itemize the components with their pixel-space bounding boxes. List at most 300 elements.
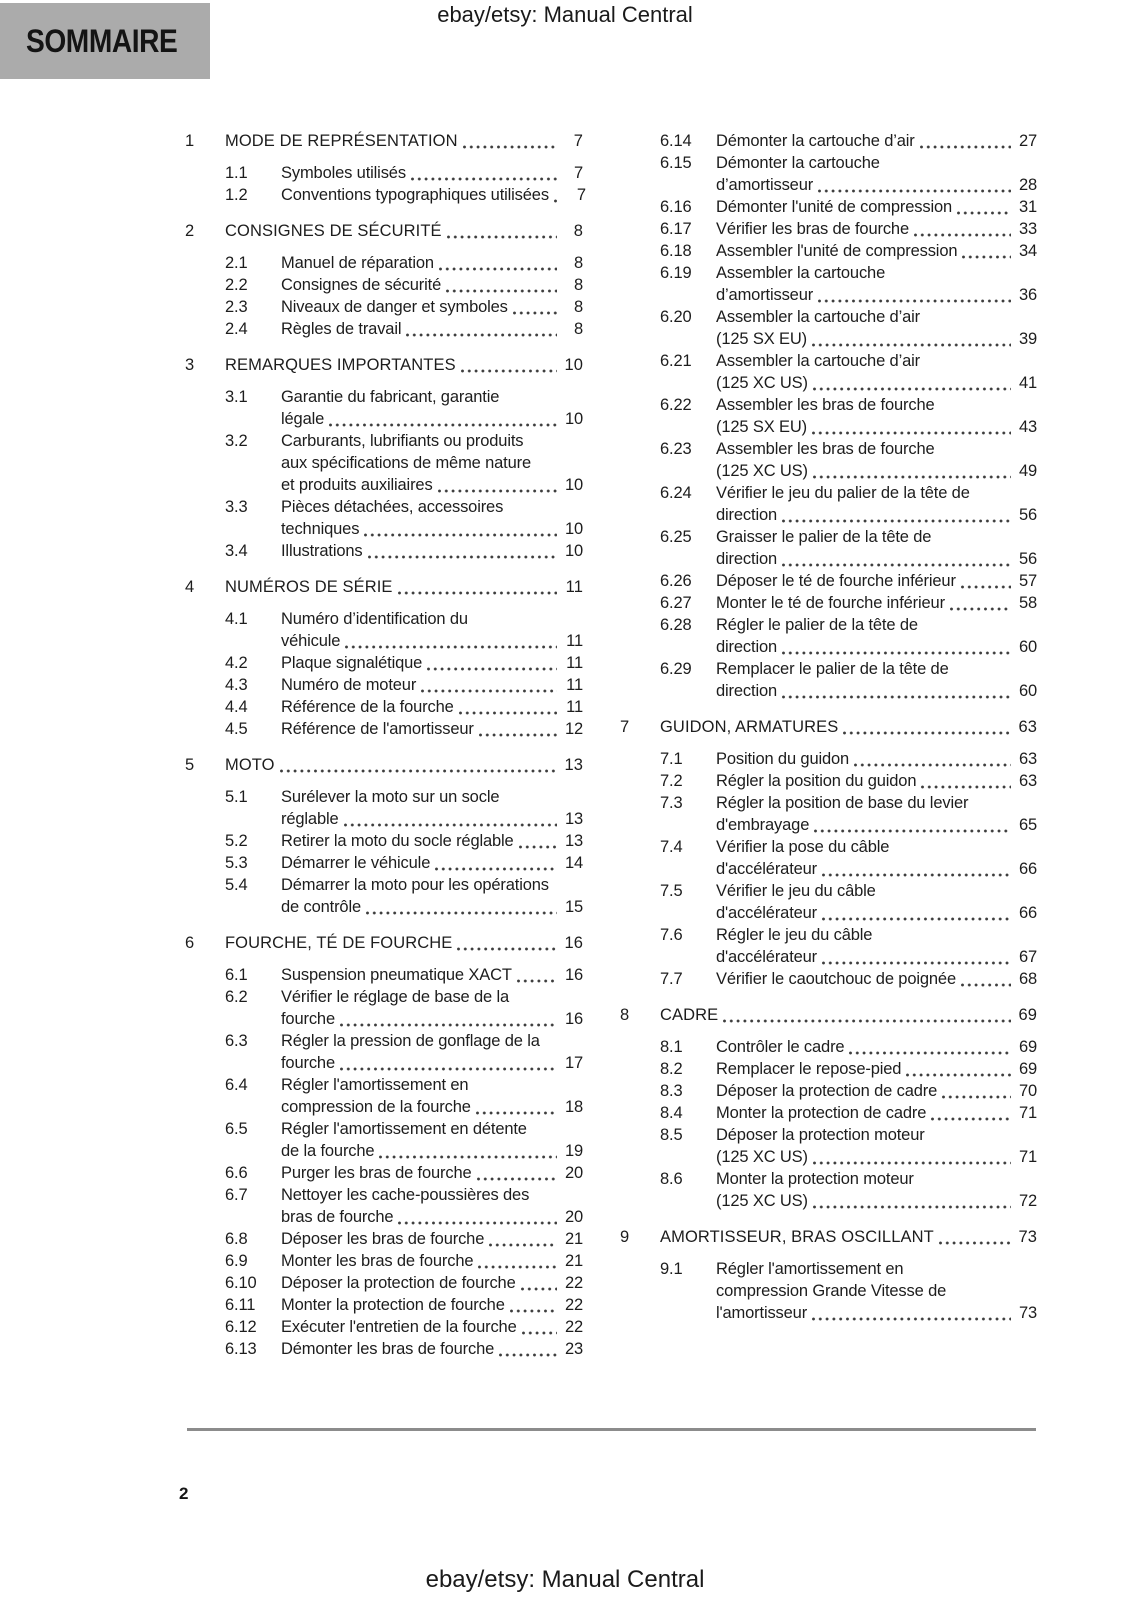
dot-leader xyxy=(479,733,557,737)
toc-entry-page: 22 xyxy=(564,1274,583,1292)
toc-entry-6.12 xyxy=(185,1316,583,1338)
toc-entry-page: 14 xyxy=(564,854,583,872)
toc-entry-text: Vérifier la pose du câble xyxy=(716,838,890,856)
toc-entry-page: 21 xyxy=(564,1230,583,1248)
toc-entry-body xyxy=(281,1228,583,1250)
toc-entry-number: 6.8 xyxy=(225,1230,248,1248)
toc-entry-body xyxy=(281,1294,583,1316)
toc-entry-page: 21 xyxy=(564,1252,583,1270)
dot-leader xyxy=(812,1317,1011,1321)
toc-entry-page: 16 xyxy=(564,934,583,952)
toc-entry-page: 70 xyxy=(1018,1082,1037,1100)
dot-leader xyxy=(939,1241,1011,1245)
toc-entry-body xyxy=(225,130,583,152)
dot-leader xyxy=(340,1023,557,1027)
toc-entry-body xyxy=(225,354,583,376)
toc-entry-text: AMORTISSEUR, BRAS OSCILLANT xyxy=(660,1228,934,1246)
toc-entry-number: 6.28 xyxy=(660,616,692,634)
toc-entry-body xyxy=(716,836,1037,880)
toc-entry-text: Déposer le té de fourche inférieur xyxy=(716,572,956,590)
toc-entry-number: 6.15 xyxy=(660,154,692,172)
toc-entry-text: Démonter la cartouche d’air xyxy=(716,132,915,150)
toc-entry-5.1 xyxy=(185,786,583,830)
toc-entry-text: Suspension pneumatique XACT xyxy=(281,966,512,984)
toc-entry-6.21 xyxy=(620,350,1037,394)
toc-entry-number: 8.6 xyxy=(660,1170,683,1188)
toc-entry-number: 6.18 xyxy=(660,242,692,260)
toc-entry-text: direction xyxy=(716,550,778,568)
toc-entry-7.7 xyxy=(620,968,1037,990)
toc-entry-text: Démonter l'unité de compression xyxy=(716,198,953,216)
toc-entry-page: 71 xyxy=(1018,1148,1037,1166)
toc-entry-text: Plaque signalétique xyxy=(281,654,423,672)
toc-entry-body xyxy=(281,318,583,340)
toc-entry-text: Consignes de sécurité xyxy=(281,276,442,294)
toc-entry-text: Pièces détachées, accessoires xyxy=(281,498,504,516)
toc-entry-body xyxy=(716,130,1037,152)
toc-entry-text: fourche xyxy=(281,1054,335,1072)
dot-leader xyxy=(921,785,1011,789)
toc-entry-page: 11 xyxy=(566,632,583,650)
toc-entry-body xyxy=(716,350,1037,394)
toc-entry-4.5 xyxy=(185,718,583,740)
toc-entry-5.3 xyxy=(185,852,583,874)
toc-entry-6.26 xyxy=(620,570,1037,592)
dot-leader xyxy=(962,255,1011,259)
toc-entry-8.3 xyxy=(620,1080,1037,1102)
toc-entry-text: d’amortisseur xyxy=(716,176,814,194)
toc-entry-3.1 xyxy=(185,386,583,430)
toc-entry-page: 36 xyxy=(1018,286,1037,304)
toc-entry-page: 22 xyxy=(564,1296,583,1314)
toc-entry-page: 17 xyxy=(564,1054,583,1072)
toc-entry-6.2 xyxy=(185,986,583,1030)
toc-entry-body xyxy=(281,986,583,1030)
toc-entry-number: 1.2 xyxy=(225,186,248,204)
toc-entry-text: Régler le palier de la tête de xyxy=(716,616,918,634)
toc-entry-page: 41 xyxy=(1018,374,1037,392)
toc-entry-body xyxy=(281,964,583,986)
toc-entry-page: 20 xyxy=(564,1208,583,1226)
toc-entry-page: 10 xyxy=(564,542,583,560)
toc-entry-body xyxy=(281,852,583,874)
dot-leader xyxy=(814,829,1011,833)
dot-leader xyxy=(513,311,557,315)
toc-entry-8.4 xyxy=(620,1102,1037,1124)
toc-entry-body xyxy=(716,306,1037,350)
toc-entry-number: 7.4 xyxy=(660,838,683,856)
toc-entry-body xyxy=(716,482,1037,526)
toc-entry-number: 9.1 xyxy=(660,1260,683,1278)
toc-entry-text: Manuel de réparation xyxy=(281,254,434,272)
toc-entry-number: 2 xyxy=(185,222,195,240)
toc-entry-text: Régler la position du guidon xyxy=(716,772,917,790)
toc-entry-body xyxy=(716,526,1037,570)
toc-entry-number: 6.12 xyxy=(225,1318,257,1336)
toc-entry-number: 6.17 xyxy=(660,220,692,238)
toc-entry-page: 27 xyxy=(1018,132,1037,150)
toc-entry-9.1 xyxy=(620,1258,1037,1324)
toc-entry-number: 8.4 xyxy=(660,1104,683,1122)
toc-entry-text: Démonter les bras de fourche xyxy=(281,1340,495,1358)
toc-entry-number: 9 xyxy=(620,1228,630,1246)
toc-entry-text: Vérifier le jeu du câble xyxy=(716,882,876,900)
toc-entry-body xyxy=(281,696,583,718)
toc-entry-page: 13 xyxy=(564,832,583,850)
toc-entry-body xyxy=(716,438,1037,482)
toc-entry-body xyxy=(281,674,583,696)
toc-entry-3.3 xyxy=(185,496,583,540)
toc-entry-text: réglable xyxy=(281,810,339,828)
toc-entry-body xyxy=(281,252,583,274)
toc-entry-body xyxy=(281,874,583,918)
toc-entry-body xyxy=(716,968,1037,990)
toc-entry-5 xyxy=(185,754,583,776)
toc-entry-4.4 xyxy=(185,696,583,718)
toc-entry-number: 6.1 xyxy=(225,966,248,984)
toc-entry-text: (125 XC US) xyxy=(716,1192,808,1210)
toc-column-right xyxy=(620,130,1037,1360)
toc-entry-text: Nettoyer les cache-poussières des xyxy=(281,1186,530,1204)
toc-entry-text: Régler l'amortissement en xyxy=(281,1076,469,1094)
dot-leader xyxy=(522,1331,557,1335)
toc-entry-number: 5.2 xyxy=(225,832,248,850)
toc-entry-text: (125 XC US) xyxy=(716,374,808,392)
dot-leader xyxy=(499,1353,557,1357)
toc-entry-6.25 xyxy=(620,526,1037,570)
toc-entry-7.1 xyxy=(620,748,1037,770)
toc-entry-number: 4.3 xyxy=(225,676,248,694)
toc-entry-number: 2.3 xyxy=(225,298,248,316)
toc-entry-4.3 xyxy=(185,674,583,696)
toc-entry-body xyxy=(716,218,1037,240)
toc-entry-body xyxy=(716,1036,1037,1058)
dot-leader xyxy=(813,1205,1011,1209)
dot-leader xyxy=(782,695,1011,699)
toc-entry-number: 8.2 xyxy=(660,1060,683,1078)
toc-entry-body xyxy=(281,718,583,740)
toc-entry-body xyxy=(281,386,583,430)
dot-leader xyxy=(345,645,557,649)
toc-entry-6.9 xyxy=(185,1250,583,1272)
toc-entry-body xyxy=(716,1168,1037,1212)
toc-entry-7.3 xyxy=(620,792,1037,836)
toc-entry-number: 4.2 xyxy=(225,654,248,672)
toc-entry-text: Conventions typographiques utilisées xyxy=(281,186,549,204)
toc-entry-text: NUMÉROS DE SÉRIE xyxy=(225,578,393,596)
toc-entry-page: 10 xyxy=(564,356,583,374)
toc-entry-text: FOURCHE, TÉ DE FOURCHE xyxy=(225,934,453,952)
toc-entry-text: Référence de la fourche xyxy=(281,698,454,716)
toc-entry-8.5 xyxy=(620,1124,1037,1168)
dot-leader xyxy=(843,731,1011,735)
toc-entry-body xyxy=(716,770,1037,792)
toc-entry-body xyxy=(660,1226,1037,1248)
toc-entry-page: 7 xyxy=(576,186,586,204)
dot-leader xyxy=(477,1177,557,1181)
toc-entry-text: et produits auxiliaires xyxy=(281,476,433,494)
toc-entry-6.18 xyxy=(620,240,1037,262)
dot-leader xyxy=(813,475,1011,479)
toc-entry-text: Régler le jeu du câble xyxy=(716,926,873,944)
toc-entry-number: 6.11 xyxy=(225,1296,256,1314)
toc-entry-page: 69 xyxy=(1018,1038,1037,1056)
toc-entry-text: Assembler les bras de fourche xyxy=(716,440,935,458)
toc-entry-7.5 xyxy=(620,880,1037,924)
toc-entry-number: 5.1 xyxy=(225,788,248,806)
toc-entry-2.2 xyxy=(185,274,583,296)
toc-entry-text: Monter la protection moteur xyxy=(716,1170,914,1188)
dot-leader xyxy=(476,1111,557,1115)
toc-entry-page: 12 xyxy=(564,720,583,738)
toc-entry-text: direction xyxy=(716,682,778,700)
toc-entry-number: 8.5 xyxy=(660,1126,683,1144)
toc-entry-body xyxy=(716,1102,1037,1124)
toc-entry-page: 63 xyxy=(1018,772,1037,790)
toc-entry-text: d'accélérateur xyxy=(716,904,818,922)
toc-entry-text: CADRE xyxy=(660,1006,719,1024)
toc-entry-body xyxy=(716,614,1037,658)
toc-entry-body xyxy=(716,748,1037,770)
toc-entry-text: de la fourche xyxy=(281,1142,375,1160)
toc-entry-number: 8.3 xyxy=(660,1082,683,1100)
document-footer-title: ebay/etsy: Manual Central xyxy=(425,1566,705,1593)
toc-entry-text: direction xyxy=(716,506,778,524)
toc-entry-page: 63 xyxy=(1018,750,1037,768)
toc-entry-text: Démarrer le véhicule xyxy=(281,854,431,872)
dot-leader xyxy=(457,947,557,951)
toc-entry-number: 4.1 xyxy=(225,610,248,628)
toc-entry-8.6 xyxy=(620,1168,1037,1212)
toc-entry-text: (125 SX EU) xyxy=(716,418,807,436)
toc-entry-4.2 xyxy=(185,652,583,674)
toc-entry-body xyxy=(716,570,1037,592)
toc-entry-body xyxy=(281,1162,583,1184)
toc-entry-text: MOTO xyxy=(225,756,275,774)
toc-entry-6.16 xyxy=(620,196,1037,218)
toc-entry-text: MODE DE REPRÉSENTATION xyxy=(225,132,458,150)
toc-entry-text: Numéro de moteur xyxy=(281,676,417,694)
toc-entry-6.14 xyxy=(620,130,1037,152)
toc-entry-number: 6.19 xyxy=(660,264,692,282)
toc-entry-number: 3.2 xyxy=(225,432,248,450)
toc-entry-number: 6.2 xyxy=(225,988,248,1006)
toc-entry-page: 68 xyxy=(1018,970,1037,988)
toc-entry-body xyxy=(281,1184,583,1228)
toc-entry-text: Monter les bras de fourche xyxy=(281,1252,474,1270)
toc-entry-text: fourche xyxy=(281,1010,335,1028)
dot-leader xyxy=(950,607,1011,611)
toc-entry-page: 57 xyxy=(1018,572,1037,590)
toc-entry-6.5 xyxy=(185,1118,583,1162)
toc-entry-text: Assembler la cartouche d’air xyxy=(716,308,920,326)
toc-entry-body xyxy=(281,1030,583,1074)
toc-entry-text: Numéro d’identification du xyxy=(281,610,468,628)
toc-entry-text: Carburants, lubrifiants ou produits xyxy=(281,432,524,450)
toc-entry-page: 34 xyxy=(1018,242,1037,260)
toc-entry-page: 58 xyxy=(1018,594,1037,612)
toc-entry-number: 6.21 xyxy=(660,352,692,370)
dot-leader xyxy=(813,387,1011,391)
toc-entry-body xyxy=(660,716,1037,738)
toc-entry-body xyxy=(281,496,583,540)
toc-entry-6.15 xyxy=(620,152,1037,196)
toc-entry-body xyxy=(716,240,1037,262)
dot-leader xyxy=(942,1095,1011,1099)
dot-leader xyxy=(340,1067,557,1071)
toc-entry-text: (125 XC US) xyxy=(716,1148,808,1166)
toc-entry-body xyxy=(716,924,1037,968)
toc-entry-9 xyxy=(620,1226,1037,1248)
toc-entry-text: Assembler la cartouche d’air xyxy=(716,352,920,370)
dot-leader xyxy=(398,1221,557,1225)
toc-entry-page: 8 xyxy=(573,298,583,316)
toc-entry-text: d'accélérateur xyxy=(716,860,818,878)
toc-entry-text: Assembler l'unité de compression xyxy=(716,242,958,260)
toc-entry-8.2 xyxy=(620,1058,1037,1080)
toc-entry-page: 65 xyxy=(1018,816,1037,834)
toc-entry-body xyxy=(281,786,583,830)
toc-entry-page: 71 xyxy=(1018,1104,1037,1122)
dot-leader xyxy=(517,979,557,983)
toc-entry-text: direction xyxy=(716,638,778,656)
toc-entry-text: Retirer la moto du socle réglable xyxy=(281,832,514,850)
toc-entry-page: 19 xyxy=(564,1142,583,1160)
dot-leader xyxy=(459,711,557,715)
toc-entry-number: 2.1 xyxy=(225,254,248,272)
dot-leader xyxy=(406,333,557,337)
toc-entry-6.1 xyxy=(185,964,583,986)
toc-entry-page: 28 xyxy=(1018,176,1037,194)
toc-entry-page: 73 xyxy=(1018,1228,1037,1246)
toc-entry-number: 3.4 xyxy=(225,542,248,560)
toc-entry-page: 16 xyxy=(564,1010,583,1028)
toc-entry-number: 7.1 xyxy=(660,750,683,768)
toc-entry-page: 33 xyxy=(1018,220,1037,238)
dot-leader xyxy=(435,867,557,871)
toc-entry-text: REMARQUES IMPORTANTES xyxy=(225,356,456,374)
toc-entry-body xyxy=(716,262,1037,306)
toc-entry-number: 6.4 xyxy=(225,1076,248,1094)
toc-entry-text: Monter la protection de fourche xyxy=(281,1296,505,1314)
toc-entry-text: Régler l'amortissement en détente xyxy=(281,1120,527,1138)
dot-leader xyxy=(411,177,557,181)
toc-entry-page: 13 xyxy=(564,810,583,828)
dot-leader xyxy=(478,1265,557,1269)
toc-entry-text: Position du guidon xyxy=(716,750,850,768)
toc-entry-6.20 xyxy=(620,306,1037,350)
toc-entry-number: 6.27 xyxy=(660,594,692,612)
dot-leader xyxy=(366,911,557,915)
toc-entry-body xyxy=(281,296,583,318)
dot-leader xyxy=(822,917,1011,921)
toc-entry-7.6 xyxy=(620,924,1037,968)
dot-leader xyxy=(438,489,557,493)
toc-entry-text: Régler l'amortissement en xyxy=(716,1260,904,1278)
dot-leader xyxy=(510,1309,557,1313)
toc-entry-body xyxy=(281,1074,583,1118)
toc-entry-page: 15 xyxy=(564,898,583,916)
toc-entry-number: 5.4 xyxy=(225,876,248,894)
toc-entry-number: 3 xyxy=(185,356,195,374)
toc-entry-body xyxy=(716,1258,1037,1324)
toc-entry-text: techniques xyxy=(281,520,360,538)
toc-entry-number: 7.2 xyxy=(660,772,683,790)
dot-leader xyxy=(920,145,1011,149)
toc-entry-number: 7.5 xyxy=(660,882,683,900)
dot-leader xyxy=(782,519,1011,523)
dot-leader xyxy=(813,1161,1011,1165)
toc-entry-text: d'accélérateur xyxy=(716,948,818,966)
toc-entry-page: 10 xyxy=(564,476,583,494)
toc-entry-6.17 xyxy=(620,218,1037,240)
toc-entry-text: CONSIGNES DE SÉCURITÉ xyxy=(225,222,442,240)
toc-entry-3 xyxy=(185,354,583,376)
toc-entry-body xyxy=(225,220,583,242)
dot-leader xyxy=(818,299,1011,303)
toc-entry-body xyxy=(281,1272,583,1294)
toc-entry-body xyxy=(281,274,583,296)
toc-entry-number: 4 xyxy=(185,578,195,596)
toc-entry-text: Surélever la moto sur un socle xyxy=(281,788,500,806)
toc-entry-text: Déposer la protection moteur xyxy=(716,1126,925,1144)
toc-entry-body xyxy=(281,830,583,852)
toc-entry-text: Remplacer le repose-pied xyxy=(716,1060,902,1078)
toc-entry-6.8 xyxy=(185,1228,583,1250)
toc-entry-7.2 xyxy=(620,770,1037,792)
toc-entry-page: 22 xyxy=(564,1318,583,1336)
toc-entry-body xyxy=(225,754,583,776)
toc-entry-number: 6.7 xyxy=(225,1186,248,1204)
toc-entry-text: Vérifier le caoutchouc de poignée xyxy=(716,970,956,988)
toc-entry-2 xyxy=(185,220,583,242)
toc-entry-text: Référence de l'amortisseur xyxy=(281,720,474,738)
toc-entry-page: 66 xyxy=(1018,904,1037,922)
toc-entry-text: véhicule xyxy=(281,632,341,650)
toc-entry-body xyxy=(716,592,1037,614)
toc-entry-body xyxy=(716,880,1037,924)
toc-entry-1.2 xyxy=(185,184,586,206)
toc-entry-number: 2.4 xyxy=(225,320,248,338)
toc-entry-number: 6.24 xyxy=(660,484,692,502)
toc-entry-number: 6.6 xyxy=(225,1164,248,1182)
toc-entry-3.2 xyxy=(185,430,583,496)
toc-entry-text: de contrôle xyxy=(281,898,361,916)
toc-entry-number: 6.14 xyxy=(660,132,692,150)
toc-entry-7 xyxy=(620,716,1037,738)
toc-entry-body xyxy=(281,1338,583,1360)
toc-entry-page: 8 xyxy=(573,254,583,272)
toc-entry-number: 6.5 xyxy=(225,1120,248,1138)
toc-entry-6.27 xyxy=(620,592,1037,614)
page-number: 2 xyxy=(179,1484,189,1503)
toc-entry-6.3 xyxy=(185,1030,583,1074)
toc-entry-text: Vérifier les bras de fourche xyxy=(716,220,909,238)
toc-entry-page: 69 xyxy=(1018,1006,1037,1024)
toc-entry-6.29 xyxy=(620,658,1037,702)
toc-entry-text: (125 SX EU) xyxy=(716,330,807,348)
toc-entry-6.4 xyxy=(185,1074,583,1118)
toc-entry-page: 8 xyxy=(573,320,583,338)
toc-column-left xyxy=(185,130,586,1360)
toc-entry-page: 10 xyxy=(564,410,583,428)
toc-entry-body xyxy=(225,932,583,954)
dot-leader xyxy=(782,563,1011,567)
toc-entry-number: 5.3 xyxy=(225,854,248,872)
toc-entry-6.13 xyxy=(185,1338,583,1360)
toc-entry-number: 7.6 xyxy=(660,926,683,944)
dot-leader xyxy=(957,211,1011,215)
